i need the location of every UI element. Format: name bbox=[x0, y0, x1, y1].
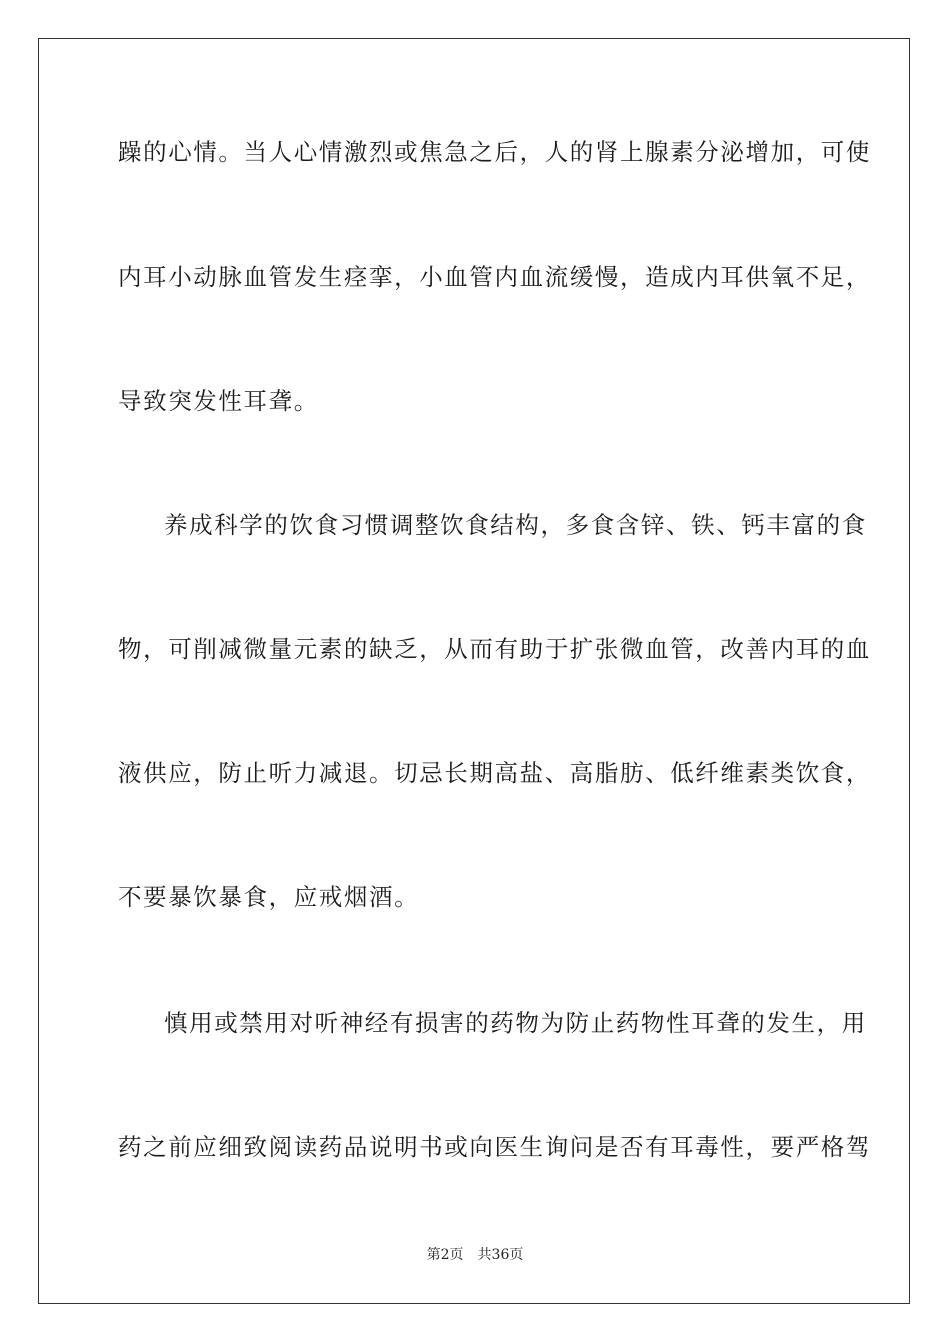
page-footer bbox=[0, 1244, 950, 1264]
paragraph-line-4: 养成科学的饮食习惯调整饮食结构，多食含锌、铁、钙丰富的食 bbox=[164, 511, 867, 539]
paragraph-line-3: 导致突发性耳聋。 bbox=[118, 387, 319, 415]
paragraph-line-5: 物，可削减微量元素的缺乏，从而有助于扩张微血管，改善内耳的血 bbox=[118, 635, 871, 663]
page-number: 第2页 bbox=[426, 1247, 464, 1263]
paragraph-line-6: 液供应，防止听力减退。切忌长期高盐、高脂肪、低纤维素类饮食， bbox=[118, 759, 871, 787]
paragraph-line-8: 慎用或禁用对听神经有损害的药物为防止药物性耳聋的发生，用 bbox=[164, 1009, 867, 1037]
page-border bbox=[38, 38, 910, 1304]
paragraph-line-7: 不要暴饮暴食，应戒烟酒。 bbox=[118, 883, 420, 911]
paragraph-line-2: 内耳小动脉血管发生痉挛，小血管内血流缓慢，造成内耳供氧不足， bbox=[118, 263, 871, 291]
paragraph-line-9: 药之前应细致阅读药品说明书或向医生询问是否有耳毒性，要严格驾 bbox=[118, 1133, 871, 1161]
page-total: 共36页 bbox=[477, 1247, 524, 1263]
paragraph-line-1: 躁的心情。当人心情激烈或焦急之后，人的肾上腺素分泌增加，可使 bbox=[118, 138, 871, 166]
